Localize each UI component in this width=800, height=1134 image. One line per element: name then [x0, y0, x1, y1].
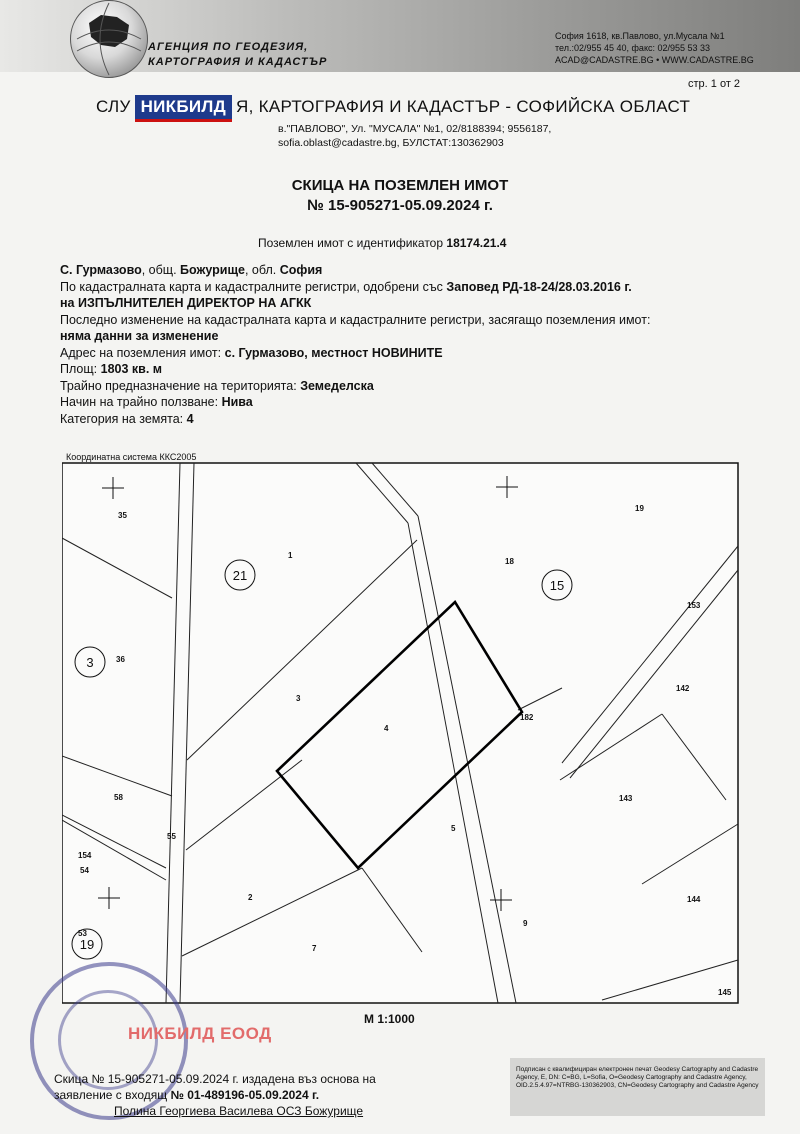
parcel-label: 144 [687, 895, 701, 904]
page-number: стр. 1 от 2 [688, 78, 741, 90]
director-line: на ИЗПЪЛНИТЕЛЕН ДИРЕКТОР НА АГКК [60, 296, 312, 310]
location-line: С. Гурмазово, общ. Божурище, обл. София [60, 263, 323, 277]
parcel-label: 55 [167, 832, 176, 841]
parcel-label: 18 [505, 557, 514, 566]
parcel-label: 35 [118, 511, 127, 520]
block-label: 3 [86, 655, 94, 670]
block-label: 15 [549, 578, 565, 593]
watermark-text: НИКБИЛД ЕООД [128, 1024, 272, 1043]
coordinate-system-label: Координатна система ККС2005 [66, 452, 197, 462]
last-change-value: няма данни за изменение [60, 329, 219, 343]
parcel-label: 9 [523, 919, 528, 928]
property-identifier: Поземлен имот с идентификатор 18174.21.4 [258, 236, 507, 250]
service-title: СЛУ НИКБИЛД Я, КАРТОГРАФИЯ И КАДАСТЪР - СОФИЙСКА ОБЛАСТ [96, 95, 690, 122]
parcel-label: 142 [676, 684, 690, 693]
agency-logo-globe-icon [70, 0, 148, 78]
overlay-logo: НИКБИЛД [135, 95, 232, 122]
parcel-label: 7 [312, 944, 317, 953]
footer-issued-info: Скица № 15-905271-05.09.2024 г. издадена въз основа на заявление с входящ № 01-489196-05.09.2024 г. Полина Георгиева Василева ОСЗ Божурище [54, 1072, 376, 1118]
agency-name: АГЕНЦИЯ ПО ГЕОДЕЗИЯ, КАРТОГРАФИЯ И КАДАСТЪР [148, 41, 328, 68]
parcel-label: 2 [248, 893, 253, 902]
property-details [60, 262, 760, 427]
parcel-label: 153 [687, 601, 701, 610]
last-change-label: Последно изменение на кадастралната карта и кадастралните регистри, засягащо поземления имот: [60, 312, 651, 327]
map-scale: М 1:1000 [364, 1012, 415, 1026]
agency-contact: София 1618, кв.Павлово, ул.Мусала №1 тел.:02/955 45 40, факс: 02/955 53 33 ACAD@CADASTRE.BG • WWW.CADASTRE.BG [555, 31, 754, 65]
document-title: СКИЦА НА ПОЗЕМЛЕН ИМОТ № 15-905271-05.09.2024 г. [291, 177, 509, 214]
purpose-line: Трайно предназначение на територията: Земеделска [60, 378, 374, 393]
parcel-label: 4 [384, 724, 389, 733]
parcel-label: 143 [619, 794, 633, 803]
parcel-label: 19 [635, 504, 644, 513]
address-line: Адрес на поземления имот: с. Гурмазово, местност НОВИНИТЕ [60, 345, 443, 360]
parcel-label: 53 [78, 929, 87, 938]
cadastral-map-line: По кадастралната карта и кадастралните регистри, одобрени със Заповед РД-18-24/28.03.2016 г. [60, 279, 632, 294]
parcel-label: 54 [80, 866, 89, 875]
block-label: 21 [232, 568, 248, 583]
service-address: в."ПАВЛОВО", Ул. "МУСАЛА" №1, 02/8188394; 9556187, sofia.oblast@cadastre.bg, БУЛСТАТ:130362903 [278, 123, 552, 149]
block-label: 19 [79, 937, 95, 952]
electronic-signature-box: Подписан с квалифициран електронен печат Geodesy Cartography and Cadastre Agency, E, DN: C=BG, L=Sofia, O=Geodesy Cartography and Cadastre Agency, OID.2.5.4.97=NTRBG-130362903, CN=Geodesy Cartography and Cadastre Agency [510, 1058, 765, 1116]
parcel-label: 3 [296, 694, 301, 703]
parcel-label: 58 [114, 793, 123, 802]
area-line: Площ: 1803 кв. м [60, 362, 163, 376]
cadastral-map [62, 460, 740, 1006]
usage-line: Начин на трайно ползване: Нива [60, 395, 253, 409]
bulgaria-map-icon [71, 1, 147, 77]
parcel-label: 36 [116, 655, 125, 664]
parcel-label: 5 [451, 824, 456, 833]
parcel-label: 1 [288, 551, 293, 560]
parcel-label: 145 [718, 988, 732, 997]
category-line: Категория на земята: 4 [60, 411, 194, 426]
parcel-label: 154 [78, 851, 92, 860]
parcel-label: 182 [520, 713, 534, 722]
